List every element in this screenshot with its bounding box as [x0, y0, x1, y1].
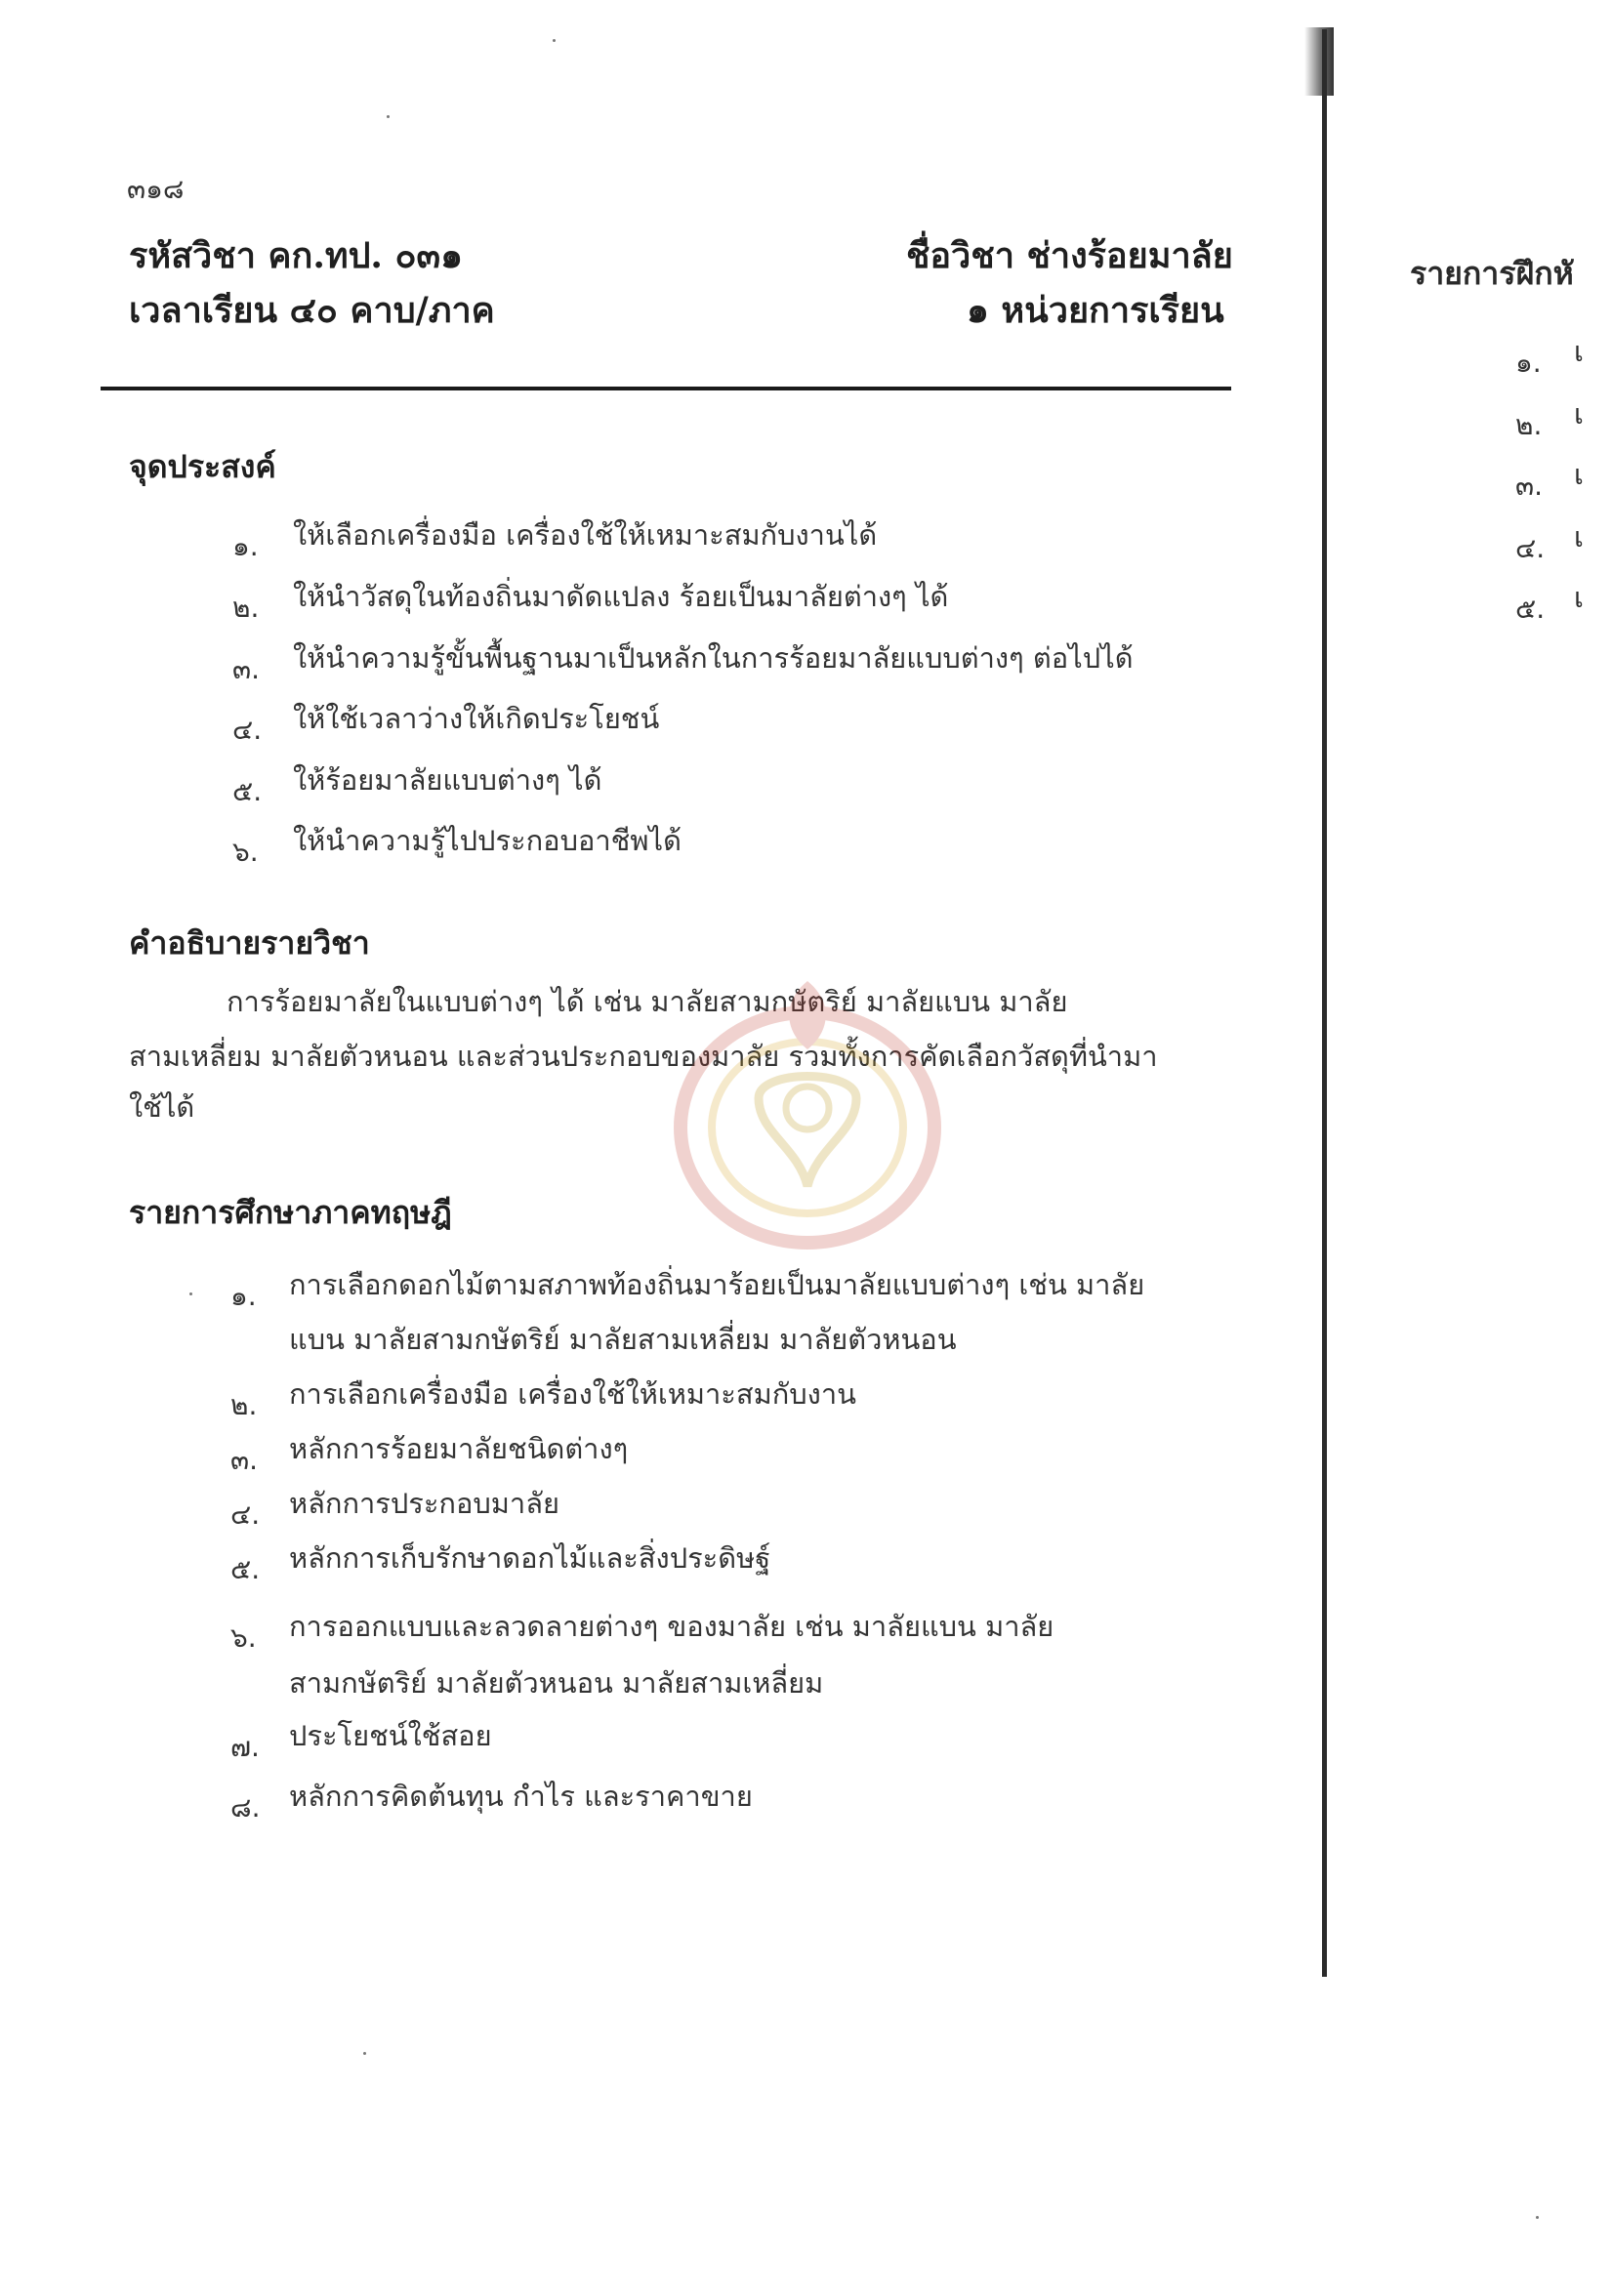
theory-text: หลักการคิดต้นทุน กำไร และราคาขาย	[289, 1780, 753, 1813]
practice-number: ๔.	[1515, 532, 1546, 564]
scan-speck	[387, 115, 390, 118]
description-line: การร้อยมาลัยในแบบต่างๆ ได้ เช่น มาลัยสามกษัตริย์ มาลัยแบน มาลัย	[227, 985, 1068, 1018]
theory-text: หลักการประกอบมาลัย	[289, 1487, 559, 1520]
objectives-heading: จุดประสงค์	[129, 448, 276, 485]
theory-number: ๘.	[230, 1791, 261, 1824]
scan-speck	[189, 1292, 192, 1295]
objective-number: ๔.	[232, 714, 263, 746]
theory-text: สามกษัตริย์ มาลัยตัวหนอน มาลัยสามเหลี่ยม	[289, 1666, 824, 1700]
objective-text: ให้นำวัสดุในท้องถิ่นมาดัดแปลง ร้อยเป็นมาลัยต่างๆ ได้	[293, 580, 949, 613]
practice-text: เ	[1574, 458, 1584, 491]
theory-text: การเลือกเครื่องมือ เครื่องใช้ให้เหมาะสมกับงาน	[289, 1377, 856, 1411]
objective-number: ๒.	[232, 592, 260, 624]
theory-text: การออกแบบและลวดลายต่างๆ ของมาลัย เช่น มาลัยแบน มาลัย	[289, 1610, 1054, 1643]
theory-text: หลักการเก็บรักษาดอกไม้และสิ่งประดิษฐ์	[289, 1541, 771, 1575]
theory-number: ๒.	[230, 1389, 258, 1421]
objective-text: ให้นำความรู้ขั้นพื้นฐานมาเป็นหลักในการร้อยมาลัยแบบต่างๆ ต่อไปได้	[293, 641, 1134, 675]
theory-text: ประโยชน์ใช้สอย	[289, 1719, 492, 1752]
seal-watermark	[666, 962, 949, 1254]
description-heading: คำอธิบายรายวิชา	[129, 924, 370, 962]
practice-number: ๑.	[1515, 347, 1542, 379]
theory-text: การเลือกดอกไม้ตามสภาพท้องถิ่นมาร้อยเป็นมาลัยแบบต่างๆ เช่น มาลัย	[289, 1268, 1145, 1301]
header-divider	[101, 387, 1231, 390]
practice-number: ๓.	[1515, 470, 1544, 502]
theory-number: ๑.	[230, 1280, 257, 1312]
scan-speck	[553, 39, 556, 42]
theory-number: ๔.	[230, 1498, 261, 1531]
theory-number: ๖.	[230, 1621, 257, 1654]
practice-text: เ	[1574, 520, 1584, 554]
course-code: รหัสวิชา คก.ทป. ๐๓๑	[129, 235, 463, 276]
objective-number: ๕.	[232, 775, 263, 807]
objective-number: ๑.	[232, 530, 259, 562]
objective-text: ให้ใช้เวลาว่างให้เกิดประโยชน์	[293, 702, 660, 735]
theory-number: ๕.	[230, 1553, 261, 1585]
theory-number: ๓.	[230, 1444, 259, 1476]
scan-speck	[363, 2052, 366, 2055]
practice-number: ๕.	[1515, 593, 1546, 625]
practice-heading: รายการฝึกหั	[1410, 255, 1574, 292]
objective-number: ๓.	[232, 653, 261, 685]
practice-text: เ	[1574, 335, 1584, 368]
scan-speck	[1536, 2216, 1539, 2219]
credit-units: ๑ หน่วยการเรียน	[967, 290, 1224, 331]
study-time: เวลาเรียน ๔๐ คาบ/ภาค	[129, 290, 495, 331]
description-line: สามเหลี่ยม มาลัยตัวหนอน และส่วนประกอบของมาลัย รวมทั้งการคัดเลือกวัสดุที่นำมา	[129, 1040, 1158, 1073]
objective-text: ให้ร้อยมาลัยแบบต่างๆ ได้	[293, 763, 602, 797]
course-name: ชื่อวิชา ช่างร้อยมาลัย	[906, 235, 1233, 276]
theory-text: แบน มาลัยสามกษัตริย์ มาลัยสามเหลี่ยม มาลัยตัวหนอน	[289, 1323, 957, 1356]
practice-text: เ	[1574, 581, 1584, 614]
page-spine	[1322, 29, 1327, 1977]
theory-heading: รายการศึกษาภาคทฤษฎี	[129, 1194, 452, 1231]
practice-text: เ	[1574, 397, 1584, 430]
practice-number: ๒.	[1515, 409, 1543, 441]
objective-number: ๖.	[232, 836, 259, 868]
spine-shadow	[1304, 27, 1334, 96]
page-number: ๓๑๘	[127, 173, 185, 205]
theory-number: ๗.	[230, 1731, 260, 1763]
description-line: ใช้ได้	[129, 1090, 195, 1124]
objective-text: ให้นำความรู้ไปประกอบอาชีพได้	[293, 824, 682, 857]
theory-text: หลักการร้อยมาลัยชนิดต่างๆ	[289, 1432, 629, 1465]
objective-text: ให้เลือกเครื่องมือ เครื่องใช้ให้เหมาะสมกับงานได้	[293, 518, 878, 552]
